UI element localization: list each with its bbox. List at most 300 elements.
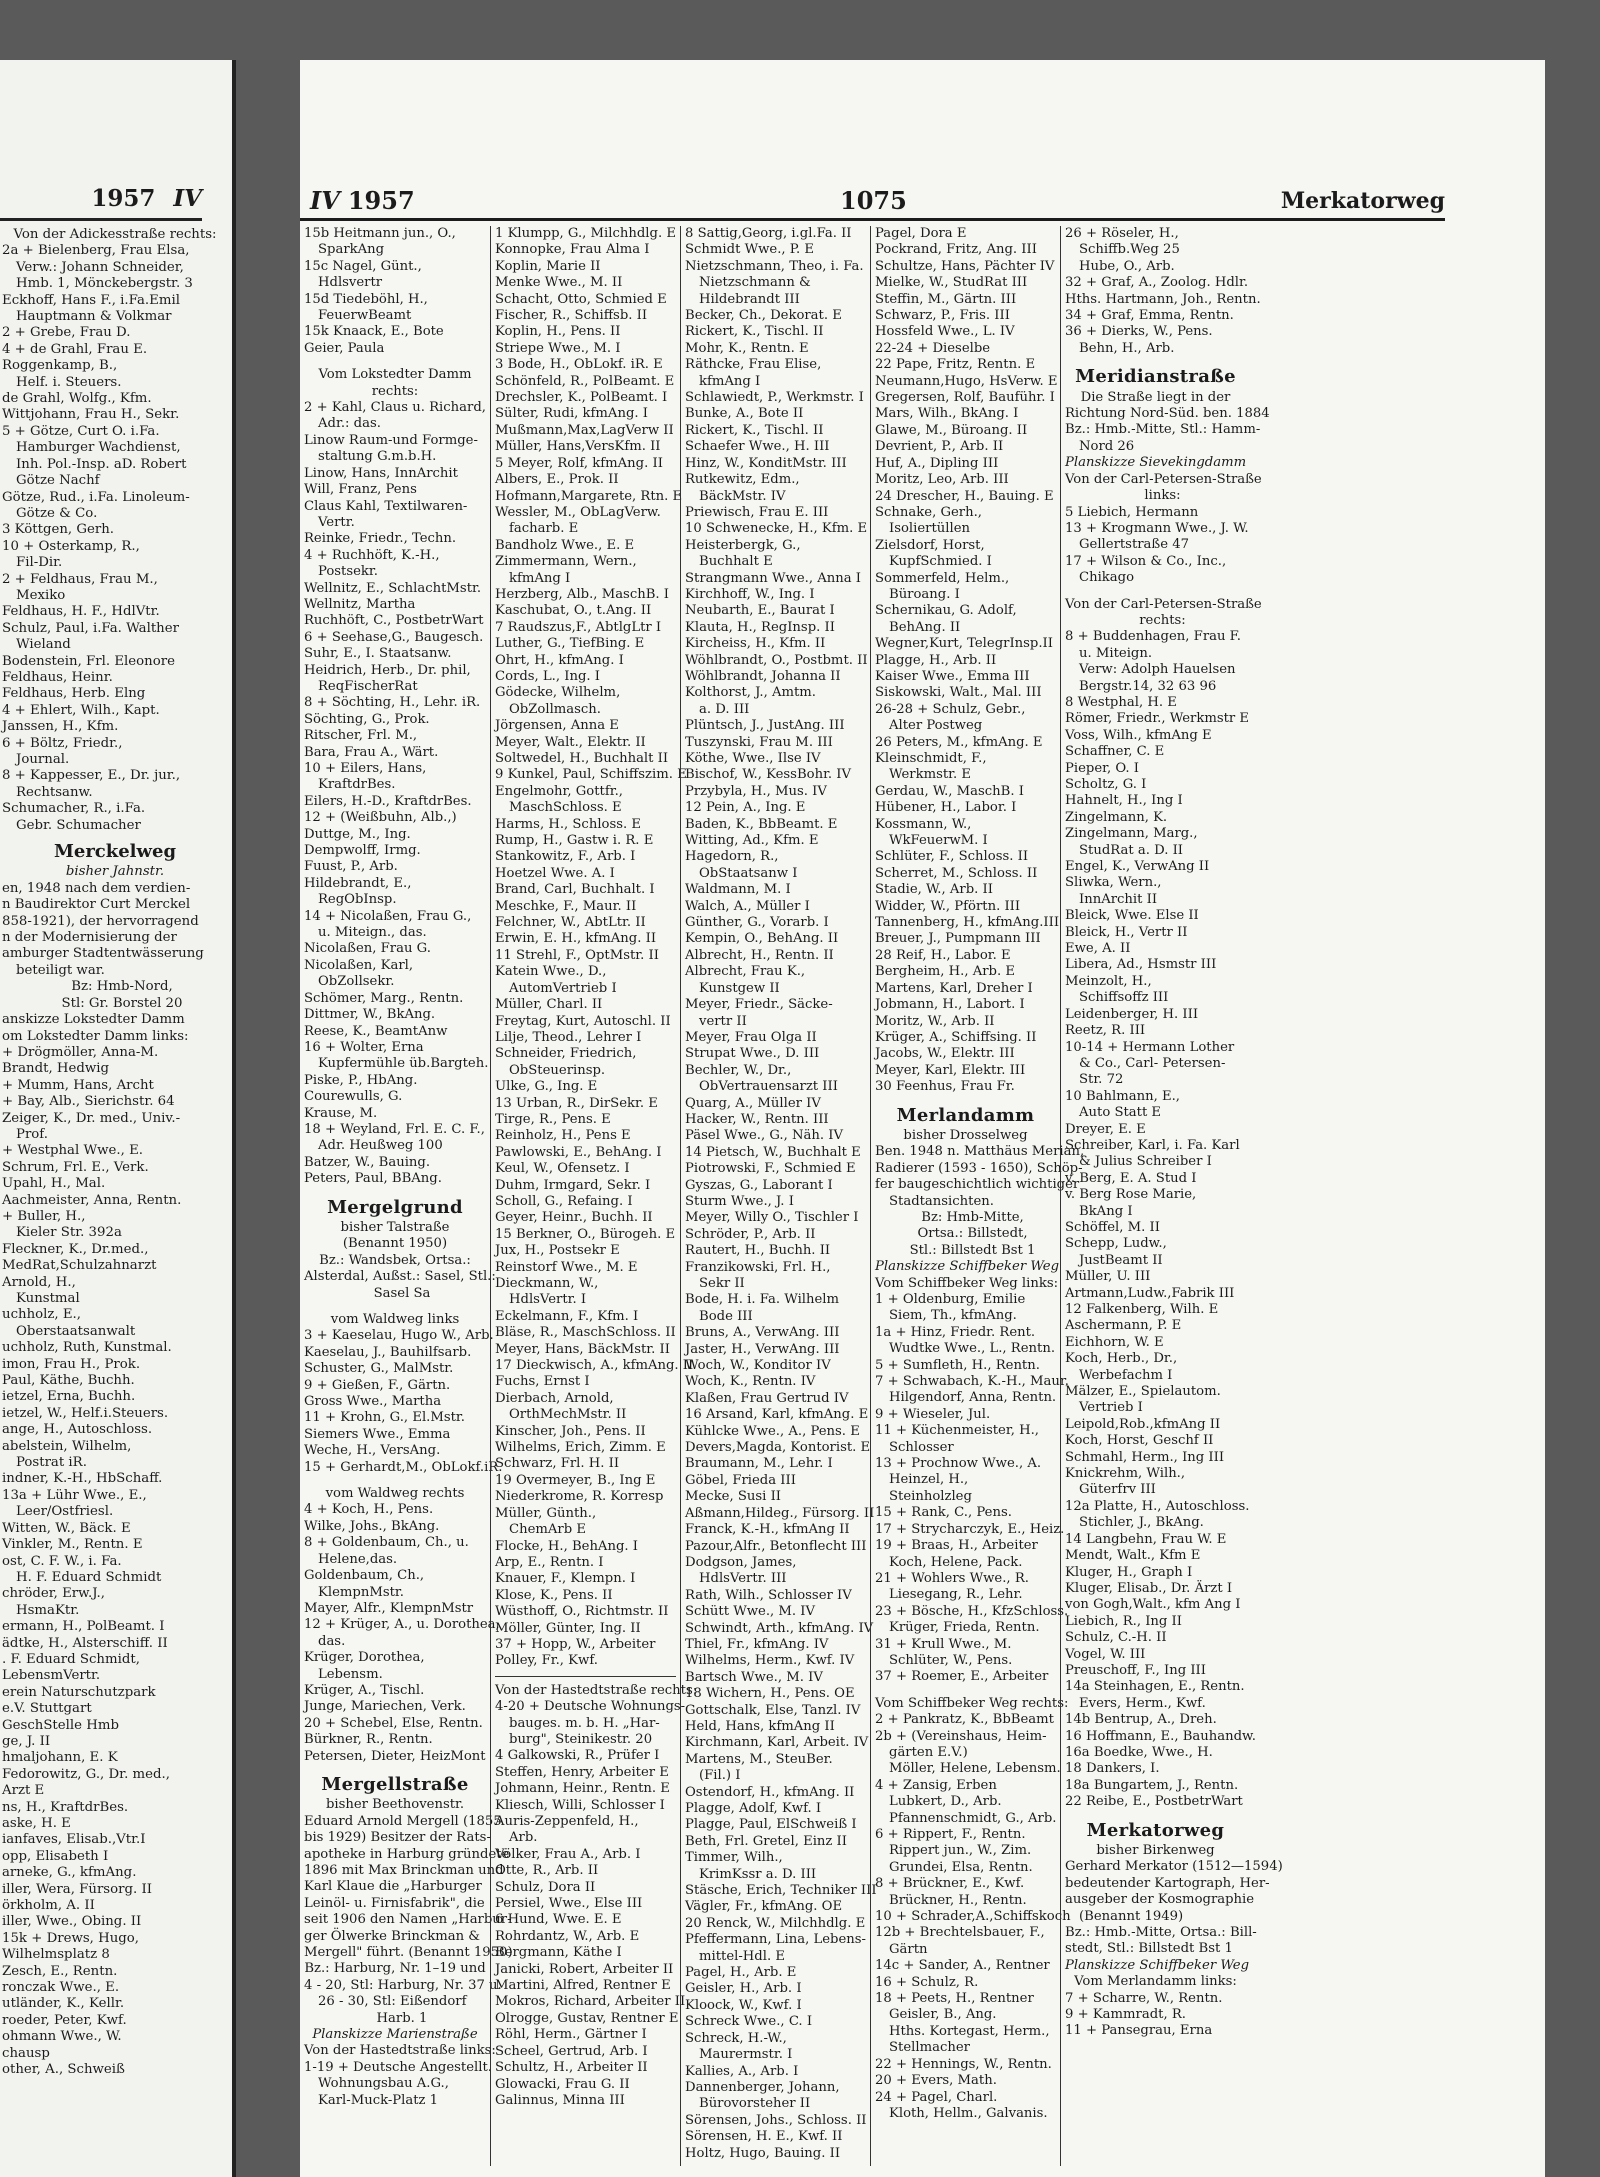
street-named-year: (Benannt 1950) bbox=[342, 1236, 448, 1252]
listing-entry: ger Ölwerke Brinckman & bbox=[304, 1928, 481, 1944]
listing-entry: Alter Postweg bbox=[889, 718, 983, 734]
listing-entry: Aschermann, P. E bbox=[1065, 1318, 1182, 1334]
listing-entry: Eckhoff, Hans F., i.Fa.Emil bbox=[2, 292, 180, 308]
listing-entry: Libera, Ad., Hsmstr III bbox=[1065, 957, 1217, 973]
listing-entry: Sülter, Rudi, kfmAng. I bbox=[495, 406, 648, 422]
listing-entry: Breuer, J., Pumpmann III bbox=[875, 931, 1041, 947]
listing-entry: rechts: bbox=[371, 383, 419, 399]
listing-entry: AutomVertrieb I bbox=[509, 980, 617, 996]
listing-entry: WkFeuerwM. I bbox=[889, 833, 988, 849]
listing-entry: Schuster, G., MalMstr. bbox=[304, 1361, 454, 1377]
listing-entry: 20 Renck, W., Milchhdlg. E bbox=[685, 1915, 866, 1931]
listing-entry: Pockrand, Fritz, Ang. III bbox=[875, 242, 1037, 258]
listing-entry: Wellnitz, E., SchlachtMstr. bbox=[304, 580, 482, 596]
spacer bbox=[1065, 587, 1246, 597]
listing-entry: Heidrich, Herb., Dr. phil, bbox=[304, 662, 471, 678]
listing-entry: Plagge, Adolf, Kwf. I bbox=[685, 1801, 822, 1816]
listing-entry: 12 Falkenberg, Wilh. E bbox=[1065, 1302, 1219, 1317]
listing-entry: Johmann, Heinr., Rentn. E bbox=[495, 1781, 670, 1797]
listing-entry: Klaßen, Frau Gertrud IV bbox=[685, 1390, 849, 1406]
listing-entry: 12 Pein, A., Ing. E bbox=[685, 800, 806, 816]
listing-entry: Janicki, Robert, Arbeiter II bbox=[495, 1961, 674, 1977]
listing-entry: Ewe, A. II bbox=[1065, 941, 1131, 957]
listing-entry: Engelmohr, Gottfr., bbox=[495, 783, 623, 799]
listing-entry: Auto Statt E bbox=[1079, 1105, 1162, 1121]
listing-entry: 14 Langbehn, Frau W. E bbox=[1065, 1531, 1227, 1547]
street-heading: Merckelweg bbox=[53, 841, 177, 863]
listing-entry: Rickert, K., Tischl. II bbox=[685, 324, 824, 340]
listing-entry: bis 1929) Besitzer der Rats- bbox=[304, 1830, 491, 1846]
listing-entry: 16 Hoffmann, E., Bauhandw. bbox=[1065, 1728, 1256, 1744]
listing-entry: Rath, Wilh., Schlosser IV bbox=[685, 1587, 852, 1603]
listing-entry: Schwarz, Frl. H. II bbox=[495, 1456, 620, 1472]
listing-entry: von Gogh,Walt., kfm Ang I bbox=[1065, 1597, 1241, 1613]
listing-entry: Evers, Herm., Kwf. bbox=[1079, 1695, 1206, 1711]
listing-entry: Gerdau, W., MaschB. I bbox=[875, 783, 1024, 799]
listing-entry: BäckMstr. IV bbox=[699, 488, 786, 504]
listing-entry: Kieler Str. 392a bbox=[16, 1225, 122, 1241]
listing-entry: Schiffb.Weg 25 bbox=[1079, 242, 1180, 258]
listing-entry: KraftdrBes. bbox=[318, 777, 396, 793]
listing-entry: 2 + Pankratz, K., BbBeamt bbox=[875, 1712, 1054, 1728]
listing-entry: Dempwolff, Irmg. bbox=[304, 843, 421, 859]
listing-entry: Leidenberger, H. III bbox=[1065, 1006, 1199, 1022]
listing-entry: 1a + Hinz, Friedr. Rent. bbox=[875, 1324, 1036, 1340]
listing-entry: Glowacki, Frau G. II bbox=[495, 2076, 630, 2092]
listing-entry: Gödecke, Wilhelm, bbox=[495, 685, 621, 701]
listing-entry: Aachmeister, Anna, Rentn. bbox=[2, 1192, 182, 1208]
listing-entry: 6 + Rippert, F., Rentn. bbox=[875, 1827, 1026, 1842]
listing-entry: Sommerfeld, Helm., bbox=[875, 570, 1010, 586]
listing-entry: 14c + Sander, A., Rentner bbox=[875, 1958, 1050, 1974]
listing-entry: Preuschoff, F., Ing III bbox=[1065, 1662, 1206, 1678]
listing-entry: Neumann,Hugo, HsVerw. E bbox=[875, 373, 1058, 389]
listing-entry: Gebr. Schumacher bbox=[16, 817, 141, 833]
listing-entry: Feldhaus, Heinr. bbox=[2, 669, 113, 685]
spacer bbox=[304, 1302, 486, 1312]
listing-entry: Kliesch, Willi, Schlosser I bbox=[495, 1797, 665, 1813]
listing-entry: 16a Boedke, Wwe., H. bbox=[1065, 1744, 1213, 1760]
listing-entry: 7 + Scharre, W., Rentn. bbox=[1065, 1990, 1223, 2006]
directory-page bbox=[300, 60, 1545, 2177]
column-3 bbox=[680, 226, 877, 2166]
listing-entry: 3 + Kaeselau, Hugo W., Arb. bbox=[304, 1328, 494, 1344]
listing-entry: 11 + Krohn, G., El.Mstr. bbox=[304, 1410, 465, 1426]
listing-entry: ObSteuerinsp. bbox=[509, 1062, 606, 1078]
listing-entry: ns, H., KraftdrBes. bbox=[2, 1799, 129, 1815]
listing-entry: Ostendorf, H., kfmAng. II bbox=[685, 1784, 855, 1800]
listing-entry: Held, Hans, kfmAng II bbox=[685, 1718, 835, 1734]
listing-entry: n Baudirektor Curt Merckel bbox=[2, 897, 191, 913]
listing-entry: Oberstaatsanwalt bbox=[16, 1323, 136, 1339]
listing-entry: Bunke, A., Bote II bbox=[685, 406, 804, 422]
listing-entry: 1896 mit Max Brinckman und bbox=[304, 1863, 504, 1878]
listing-entry: Kloth, Hellm., Galvanis. bbox=[889, 2105, 1048, 2121]
listing-entry: beteiligt war. bbox=[16, 962, 105, 978]
listing-entry: Stadtansichten. bbox=[889, 1193, 994, 1209]
listing-entry: 10 Bahlmann, E., bbox=[1065, 1088, 1180, 1104]
listing-entry: Kircheiss, H., Kfm. II bbox=[685, 636, 826, 652]
listing-entry: Auris-Zeppenfeld, H., bbox=[495, 1814, 639, 1829]
listing-entry: 1-19 + Deutsche Angestellt. bbox=[304, 2059, 492, 2075]
listing-entry: 24 + Pagel, Charl. bbox=[875, 2089, 998, 2105]
listing-entry: Grundei, Elsa, Rentn. bbox=[889, 1859, 1033, 1875]
listing-entry: Räthcke, Frau Elise, bbox=[685, 357, 822, 373]
listing-entry: Bechler, W., Dr., bbox=[685, 1062, 792, 1078]
listing-entry: Bruns, A., VerwAng. III bbox=[685, 1325, 840, 1341]
listing-entry: Persiel, Wwe., Else III bbox=[495, 1896, 643, 1912]
listing-entry: 23 + Bösche, H., KfzSchloss. bbox=[875, 1603, 1069, 1619]
listing-entry: Bürovorsteher II bbox=[699, 2096, 811, 2112]
listing-entry: Batzer, W., Bauing. bbox=[304, 1154, 431, 1170]
listing-entry: Büroang. I bbox=[889, 586, 960, 602]
listing-entry: Arzt E bbox=[2, 1783, 45, 1799]
listing-entry: Bz: Hmb-Nord, bbox=[71, 979, 173, 995]
listing-entry: Götze Nachf bbox=[16, 473, 100, 489]
listing-entry: Wellnitz, Martha bbox=[304, 596, 416, 612]
listing-entry: 17 + Wilson & Co., Inc., bbox=[1065, 553, 1227, 569]
listing-entry: Kaeselau, J., Bauhilfsarb. bbox=[304, 1344, 472, 1360]
listing-entry: Will, Franz, Pens bbox=[304, 482, 417, 498]
listing-entry: Römer, Friedr., Werkmstr E bbox=[1065, 711, 1250, 727]
listing-entry: 12a Platte, H., Autoschloss. bbox=[1065, 1498, 1250, 1514]
listing-entry: ange, H., Autoschloss. bbox=[2, 1422, 153, 1438]
listing-entry: Planskizze Marienstraße bbox=[312, 2027, 478, 2043]
listing-entry: n der Modernisierung der bbox=[2, 930, 177, 946]
listing-entry: 24 Drescher, H., Bauing. E bbox=[875, 488, 1054, 504]
listing-entry: imon, Frau H., Prok. bbox=[2, 1356, 141, 1372]
listing-entry: Bleick, H., Vertr II bbox=[1065, 924, 1188, 940]
listing-entry: chausp bbox=[2, 2045, 50, 2061]
listing-entry: Thiel, Fr., kfmAng. IV bbox=[685, 1636, 829, 1652]
listing-entry: Verw.: Johann Schneider, bbox=[16, 259, 184, 275]
listing-entry: hmaljohann, E. K bbox=[2, 1750, 118, 1766]
listing-entry: Werkmstr. E bbox=[889, 767, 972, 783]
listing-entry: Dieckmann, W., bbox=[495, 1276, 599, 1291]
listing-entry: Moritz, Leo, Arb. III bbox=[875, 472, 1009, 488]
listing-entry: Artmann,Ludw.,Fabrik III bbox=[1065, 1285, 1235, 1301]
listing-entry: Reinholz, H., Pens E bbox=[495, 1128, 631, 1144]
listing-entry: Leipold,Rob.,kfmAng II bbox=[1065, 1416, 1221, 1432]
listing-entry: Mayer, Alfr., KlempnMstr bbox=[304, 1600, 474, 1616]
page-header bbox=[300, 178, 1445, 221]
listing-entry: 21 + Wohlers Wwe., R. bbox=[875, 1570, 1029, 1586]
listing-entry: Dodgson, James, bbox=[685, 1554, 797, 1570]
listing-entry: Pawlowski, E., BehAng. I bbox=[495, 1144, 662, 1160]
listing-entry: Schulz, Dora II bbox=[495, 1879, 596, 1895]
listing-entry: Kluger, Elisab., Dr. Ärzt I bbox=[1065, 1580, 1233, 1596]
listing-entry: Feldhaus, H. F., HdlVtr. bbox=[2, 604, 160, 620]
listing-entry: Fuchs, Ernst I bbox=[495, 1374, 590, 1390]
listing-entry: MaschSchloss. E bbox=[509, 800, 622, 816]
listing-entry: Mohr, K., Rentn. E bbox=[685, 340, 809, 356]
listing-entry: 22 + Hennings, W., Rentn. bbox=[875, 2056, 1052, 2072]
listing-entry: Franzikowski, Frl. H., bbox=[685, 1259, 831, 1275]
listing-entry: Schmahl, Herm., Ing III bbox=[1065, 1449, 1225, 1465]
listing-entry: Schwarz, P., Fris. III bbox=[875, 308, 1010, 324]
listing-entry: Hacker, W., Rentn. III bbox=[685, 1111, 829, 1127]
listing-entry: Eilers, H.-D., KraftdrBes. bbox=[304, 793, 472, 809]
listing-entry: Vogel, W. III bbox=[1065, 1646, 1146, 1662]
listing-entry: Jux, H., Postsekr E bbox=[495, 1243, 620, 1259]
listing-entry: Bergheim, H., Arb. E bbox=[875, 964, 1016, 980]
listing-entry: RegObInsp. bbox=[318, 892, 397, 908]
listing-entry: Schulz, C.-H. II bbox=[1065, 1630, 1167, 1646]
listing-entry: Postrat iR. bbox=[16, 1455, 87, 1471]
listing-entry: Cords, L., Ing. I bbox=[495, 668, 600, 684]
listing-entry: 13 + Prochnow Wwe., A. bbox=[875, 1456, 1042, 1472]
listing-entry: Drechsler, K., PolBeamt. I bbox=[495, 390, 668, 406]
section-heading: Von der Hastedtstraße rechts: bbox=[495, 1682, 698, 1698]
listing-entry: Timmer, Wilh., bbox=[685, 1850, 783, 1866]
listing-entry: Krause, M. bbox=[304, 1105, 378, 1121]
listing-entry: Krüger, A., Tischl. bbox=[304, 1682, 425, 1698]
listing-entry: Str. 72 bbox=[1079, 1072, 1124, 1088]
listing-entry: 10 + Schrader,A.,Schiffskoch bbox=[875, 1909, 1071, 1925]
listing-entry: Albrecht, H., Rentn. II bbox=[685, 947, 834, 963]
listing-entry: 26 Peters, M., kfmAng. E bbox=[875, 734, 1043, 750]
listing-entry: + Drögmöller, Anna-M. bbox=[2, 1044, 159, 1060]
listing-entry: Meyer, Karl, Elektr. III bbox=[875, 1062, 1026, 1078]
listing-entry: Helene,das. bbox=[318, 1551, 398, 1567]
street-subtitle: bisher Talstraße bbox=[340, 1219, 450, 1235]
listing-entry: Rechtsanw. bbox=[16, 784, 93, 800]
listing-entry: Jörgensen, Anna E bbox=[495, 718, 619, 734]
listing-entry: facharb. E bbox=[509, 521, 579, 537]
listing-entry: Fedorowitz, G., Dr. med., bbox=[2, 1766, 170, 1782]
listing-entry: Woch, K., Rentn. IV bbox=[685, 1374, 816, 1390]
listing-entry: Hdlsvertr bbox=[318, 275, 383, 291]
listing-entry: 13a + Lühr Wwe., E., bbox=[2, 1487, 147, 1503]
listing-entry: Krüger, A., Schiffsing. II bbox=[875, 1029, 1037, 1045]
listing-entry: Pieper, O. I bbox=[1065, 760, 1140, 776]
listing-entry: 8 Westphal, H. E bbox=[1065, 694, 1177, 710]
listing-entry: Hths. Kortegast, Herm., bbox=[889, 2023, 1050, 2039]
listing-entry: Heinzel, H., bbox=[889, 1472, 969, 1488]
listing-entry: Wieland bbox=[16, 637, 71, 653]
listing-entry: & Co., Carl- Petersen- bbox=[1079, 1055, 1226, 1071]
listing-entry: Schlawiedt, P., Werkmstr. I bbox=[685, 390, 864, 406]
listing-entry: iller, Wera, Fürsorg. II bbox=[2, 1881, 152, 1897]
listing-entry: 15b Heitmann jun., O., bbox=[304, 226, 456, 241]
listing-entry: Sturm Wwe., J. I bbox=[685, 1193, 794, 1209]
listing-entry: 15 + Gerhardt,M., ObLokf.iR. bbox=[304, 1459, 503, 1475]
listing-entry: Walch, A., Müller I bbox=[685, 898, 810, 914]
listing-entry: Olrogge, Gustav, Rentner E bbox=[495, 2010, 679, 2026]
listing-entry: JustBeamt II bbox=[1079, 1252, 1163, 1268]
listing-entry: (Fil.) I bbox=[699, 1768, 741, 1784]
listing-entry: 26 + Röseler, H., bbox=[1065, 226, 1179, 241]
listing-entry: das. bbox=[318, 1633, 346, 1649]
listing-entry: Möller, Helene, Lebensm. bbox=[889, 1761, 1061, 1777]
listing-entry: Stl.: Billstedt Bst 1 bbox=[909, 1242, 1036, 1258]
listing-entry: 18 + Weyland, Frl. E. C. F., bbox=[304, 1121, 485, 1137]
listing-entry: 15 Berkner, O., Bürogeh. E bbox=[495, 1226, 676, 1242]
listing-entry: 31 + Krull Wwe., M. bbox=[875, 1636, 1012, 1652]
listing-entry: Chikago bbox=[1079, 570, 1135, 586]
listing-entry: Strangmann Wwe., Anna I bbox=[685, 570, 861, 586]
listing-entry: Holtz, Hugo, Bauing. II bbox=[685, 2145, 841, 2161]
listing-entry: Planskizze Schiffbeker Weg bbox=[1065, 1957, 1250, 1973]
left-page-listing bbox=[0, 221, 232, 2079]
listing-entry: roeder, Peter, Kwf. bbox=[2, 2012, 127, 2028]
listing-entry: Müller, U. III bbox=[1065, 1269, 1151, 1285]
listing-entry: Hildebrandt III bbox=[699, 291, 800, 307]
listing-entry: Linow Raum-und Formge- bbox=[304, 432, 478, 448]
left-page-year: 1957 bbox=[91, 185, 156, 212]
listing-entry: Knickrehm, Wilh., bbox=[1065, 1466, 1186, 1482]
listing-entry: 1 + Oldenburg, Emilie bbox=[875, 1292, 1026, 1307]
listing-entry: Janssen, H., Kfm. bbox=[2, 719, 119, 735]
listing-entry: Fil-Dir. bbox=[16, 555, 63, 571]
listing-entry: 17 + Strycharczyk, E., Heiz. bbox=[875, 1521, 1065, 1537]
listing-entry: Bergstr.14, 32 63 96 bbox=[1079, 678, 1217, 694]
listing-entry: Vom Schiffbeker Weg links: bbox=[875, 1275, 1059, 1291]
listing-entry: Mälzer, E., Spielautom. bbox=[1065, 1384, 1221, 1400]
listing-entry: Paul, Käthe, Buchh. bbox=[2, 1373, 135, 1389]
listing-entry: Koplin, Marie II bbox=[495, 258, 601, 274]
listing-entry: ietzel, Erna, Buchh. bbox=[2, 1389, 136, 1405]
listing-entry: Meyer, Walt., Elektr. II bbox=[495, 734, 646, 750]
listing-entry: Wessler, M., ObLagVerw. bbox=[495, 504, 661, 520]
listing-entry: 2a + Bielenberg, Frau Elsa, bbox=[2, 243, 190, 259]
listing-entry: Zimmermann, Wern., bbox=[495, 554, 637, 570]
listing-entry: de Grahl, Wolfg., Kfm. bbox=[2, 391, 152, 407]
listing-entry: Von der Carl-Petersen-Straße bbox=[1065, 596, 1262, 612]
listing-entry: Kinscher, Joh., Pens. II bbox=[495, 1423, 646, 1439]
listing-entry: Bz.: Hmb.-Mitte, Ortsa.: Bill- bbox=[1065, 1925, 1257, 1941]
listing-entry: & Julius Schreiber I bbox=[1079, 1154, 1212, 1170]
listing-entry: 20 + Schebel, Else, Rentn. bbox=[304, 1715, 483, 1731]
listing-entry: Schrum, Frl. E., Verk. bbox=[2, 1159, 149, 1175]
listing-entry: Sörensen, Johs., Schloss. II bbox=[685, 2112, 867, 2128]
listing-entry: Mars, Wilh., BkAng. I bbox=[875, 406, 1019, 422]
listing-entry: Heisterbergk, G., bbox=[685, 537, 801, 553]
listing-entry: Rohrdantz, W., Arb. E bbox=[495, 1928, 640, 1944]
column-1 bbox=[300, 226, 513, 2166]
listing-entry: Strupat Wwe., D. III bbox=[685, 1046, 820, 1062]
listing-entry: Eduard Arnold Mergell (1855 bbox=[304, 1813, 502, 1829]
street-subtitle: bisher Birkenweg bbox=[1096, 1843, 1215, 1858]
listing-entry: Jaster, H., VerwAng. III bbox=[685, 1341, 840, 1357]
listing-entry: opp, Elisabeth I bbox=[2, 1848, 109, 1864]
listing-entry: 8 + Goldenbaum, Ch., u. bbox=[304, 1535, 469, 1551]
listing-entry: arneke, G., kfmAng. bbox=[2, 1865, 137, 1881]
listing-entry: Bischof, W., KessBohr. IV bbox=[685, 767, 852, 783]
listing-entry: 15k + Drews, Hugo, bbox=[2, 1930, 140, 1946]
listing-entry: Bergmann, Käthe I bbox=[495, 1945, 622, 1961]
listing-entry: ianfaves, Elisab.,Vtr.I bbox=[2, 1832, 146, 1848]
listing-entry: 7 Raudszus,F., AbtlgLtr I bbox=[495, 619, 662, 635]
listing-entry: Kunstgew II bbox=[699, 980, 780, 996]
listing-entry: Bara, Frau A., Wärt. bbox=[304, 744, 439, 760]
listing-entry: MedRat,Schulzahnarzt bbox=[2, 1258, 157, 1274]
listing-entry: 18 Dankers, I. bbox=[1065, 1761, 1160, 1777]
listing-entry: Sörensen, H. E., Kwf. II bbox=[685, 2129, 843, 2145]
listing-entry: 14b Bentrup, A., Dreh. bbox=[1065, 1712, 1217, 1728]
listing-entry: Goldenbaum, Ch., bbox=[304, 1568, 425, 1584]
listing-entry: 18 Wichern, H., Pens. OE bbox=[685, 1686, 855, 1702]
listing-entry: Müller, Charl. II bbox=[495, 997, 603, 1013]
listing-entry: Devers,Magda, Kontorist. E bbox=[685, 1440, 871, 1456]
listing-entry: Sekr II bbox=[699, 1276, 745, 1291]
listing-entry: 11 + Pansegrau, Erna bbox=[1065, 2023, 1213, 2039]
listing-entry: Wittjohann, Frau H., Sekr. bbox=[2, 407, 180, 423]
listing-entry: 4 + Ehlert, Wilh., Kapt. bbox=[2, 702, 160, 718]
listing-entry: Koch, Herb., Dr., bbox=[1065, 1351, 1178, 1367]
listing-entry: 2 + Kahl, Claus u. Richard, bbox=[304, 400, 486, 416]
listing-entry: Petersen, Dieter, HeizMont bbox=[304, 1748, 486, 1764]
listing-entry: Kloock, W., Kwf. I bbox=[685, 1997, 802, 2013]
spacer bbox=[304, 357, 486, 367]
listing-entry: Plüntsch, J., JustAng. III bbox=[685, 718, 845, 734]
listing-entry: 12 + (Weißbuhn, Alb.,) bbox=[304, 810, 457, 826]
listing-entry: Götze, Rud., i.Fa. Linoleum- bbox=[2, 489, 190, 505]
listing-entry: Erwin, E. H., kfmAng. II bbox=[495, 931, 657, 947]
listing-entry: Claus Kahl, Textilwaren- bbox=[304, 498, 468, 514]
listing-entry: 2 + Grebe, Frau D. bbox=[2, 325, 131, 341]
listing-entry: Schaefer Wwe., H. III bbox=[685, 439, 830, 455]
listing-entry: Tuszynski, Frau M. III bbox=[685, 734, 833, 750]
listing-entry: Stellmacher bbox=[889, 2040, 970, 2056]
listing-entry: Schütt Wwe., M. IV bbox=[685, 1604, 816, 1620]
listing-entry: Schernikau, G. Adolf, bbox=[875, 603, 1017, 619]
listing-entry: Wilhelms, Erich, Zimm. E bbox=[495, 1440, 666, 1456]
listing-entry: kfmAng I bbox=[509, 570, 571, 586]
listing-entry: chröder, Erw.J., bbox=[2, 1586, 105, 1602]
listing-entry: Braumann, M., Lehr. I bbox=[685, 1456, 833, 1472]
listing-entry: Wudtke Wwe., L., Rentn. bbox=[889, 1341, 1056, 1357]
listing-entry: en, 1948 nach dem verdien- bbox=[2, 880, 191, 896]
listing-entry: SparkAng bbox=[318, 242, 385, 258]
listing-entry: Schömer, Marg., Rentn. bbox=[304, 990, 464, 1006]
listing-entry: Eichhorn, W. E bbox=[1065, 1334, 1164, 1350]
listing-entry: 8 + Brückner, E., Kwf. bbox=[875, 1876, 1025, 1892]
listing-entry: 30 Feenhus, Frau Fr. bbox=[875, 1079, 1015, 1095]
listing-entry: 4 + Ruchhöft, K.-H., bbox=[304, 547, 440, 563]
listing-entry: Ortsa.: Billstedt, bbox=[917, 1226, 1028, 1242]
listing-entry: Piotrowski, F., Schmied E bbox=[685, 1161, 856, 1177]
listing-entry: 10-14 + Hermann Lother bbox=[1065, 1039, 1235, 1055]
listing-entry: Vertrieb I bbox=[1079, 1400, 1143, 1416]
listing-entry: Zingelmann, Marg., bbox=[1065, 826, 1198, 842]
listing-entry: 19 Overmeyer, B., Ing E bbox=[495, 1472, 656, 1488]
listing-entry: Woch, W., Konditor IV bbox=[685, 1358, 831, 1374]
listing-entry: Adr.: das. bbox=[318, 416, 381, 432]
listing-entry: e.V. Stuttgart bbox=[2, 1701, 92, 1717]
listing-entry: KupfSchmied. I bbox=[889, 554, 992, 570]
listing-entry: erein Naturschutzpark bbox=[2, 1684, 156, 1700]
listing-entry: Bode, H. i. Fa. Wilhelm bbox=[685, 1292, 840, 1308]
listing-entry: Röhl, Herm., Gärtner I bbox=[495, 2027, 647, 2043]
listing-entry: 18a Bungartem, J., Rentn. bbox=[1065, 1777, 1239, 1793]
listing-entry: Quarg, A., Müller IV bbox=[685, 1095, 821, 1111]
listing-entry: Kossmann, W., bbox=[875, 816, 972, 832]
listing-entry: Hübener, H., Labor. I bbox=[875, 800, 1017, 816]
listing-entry: Gellertstraße 47 bbox=[1079, 537, 1190, 553]
listing-entry: Priewisch, Frau E. III bbox=[685, 504, 829, 520]
listing-entry: Dannenberger, Johann, bbox=[685, 2079, 840, 2095]
listing-entry: 10 + Osterkamp, R., bbox=[2, 538, 140, 554]
listing-entry: Steffen, Henry, Arbeiter E bbox=[495, 1764, 669, 1780]
listing-entry: Arp, E., Rentn. I bbox=[495, 1554, 604, 1570]
listing-entry: Schepp, Ludw., bbox=[1065, 1236, 1167, 1252]
listing-entry: Steinholzleg bbox=[889, 1488, 972, 1504]
listing-entry: LebensmVertr. bbox=[2, 1668, 101, 1684]
listing-entry: ausgeber der Kosmographie bbox=[1065, 1892, 1255, 1908]
listing-entry: Zielsdorf, Horst, bbox=[875, 537, 985, 553]
listing-entry: Rutkewitz, Edm., bbox=[685, 472, 800, 488]
